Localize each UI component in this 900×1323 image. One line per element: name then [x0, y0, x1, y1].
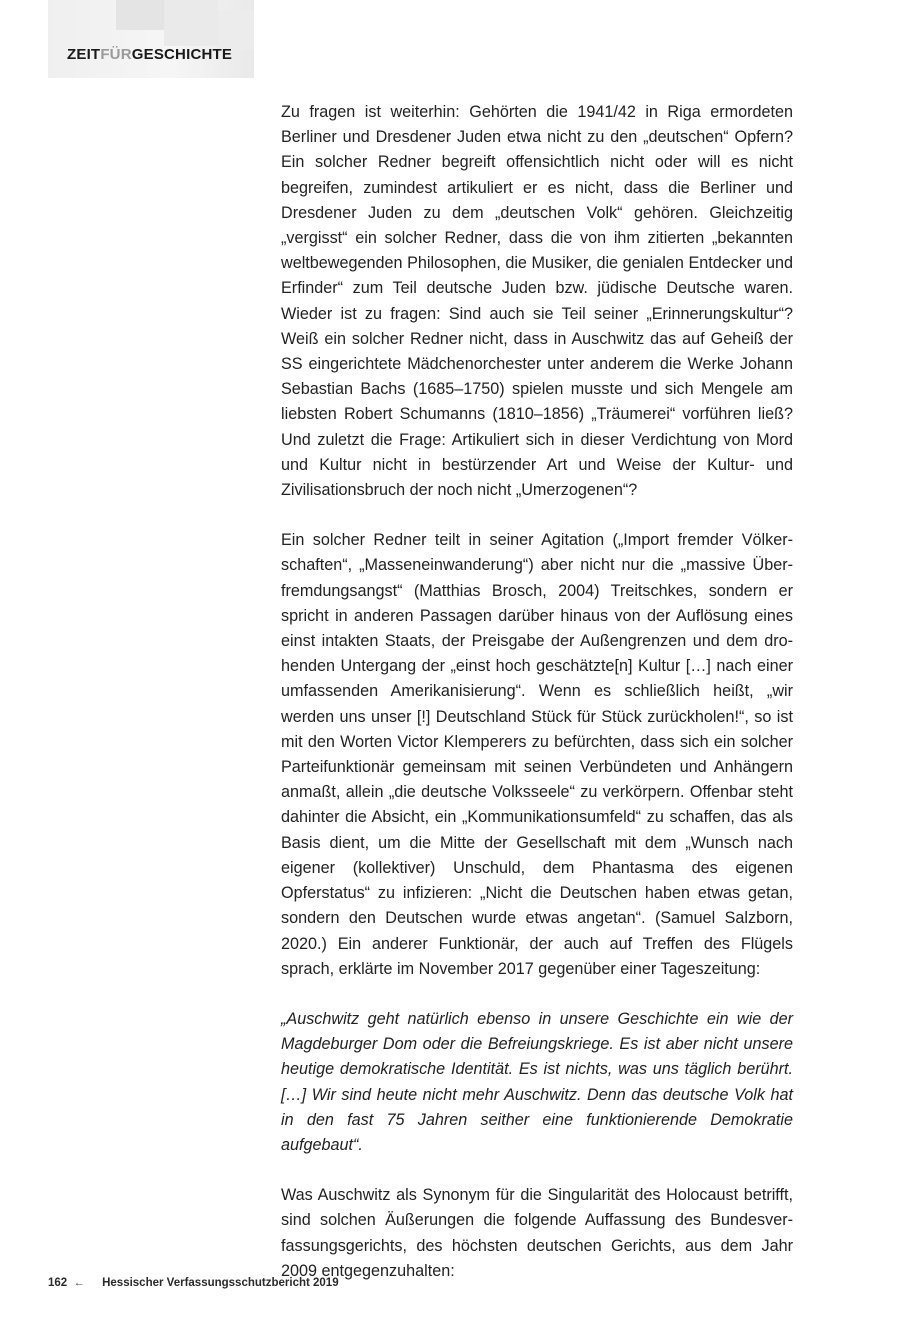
header-tile: [164, 0, 218, 46]
logo-text-fuer: FÜR: [100, 46, 132, 63]
paragraph: Ein solcher Redner teilt in seiner Agitation („Import fremder Völkerschaften“, „Masseneinwanderung“) aber nicht nur die „massive Überfremdungsangst“ (Matthias Brosch, 2004) Treitschkes, sondern er spricht in anderen Passagen darüber hinaus von der Auflösung eines einst intakten Staats, der Preisgabe der Außengrenzen und dem drohenden Untergang der „einst hoch geschätzte[n] Kultur […] nach einer umfassenden Amerikanisierung“. Wenn es schließlich heißt, „wir werden uns unser [!] Deutschland Stück für Stück zurückholen!“, so ist mit den Worten Victor Klemperers zu befürchten, dass sich ein solcher Parteifunktionär gemeinsam mit seinen Verbündeten und Anhängern anmaßt, allein „die deutsche Volksseele“ zu verkörpern. Offenbar steht dahinter die Absicht, ein „Kommunikationsumfeld“ zu schaffen, das als Basis dient, um die Mitte der Gesellschaft mit dem „Wunsch nach eigener (kollektiver) Unschuld, dem Phantasma des eigenen Opferstatus“ zu infizieren: „Nicht die Deutschen haben etwas getan, sondern den Deutschen wurde etwas angetan“. (Samuel Salzborn, 2020.) Ein anderer Funktionär, der auch auf Treffen des Flügels sprach, erklärte im November 2017 gegenüber einer Tageszeitung:: [281, 531, 793, 978]
arrow-left-icon: ←: [73, 1277, 85, 1289]
article-body: [281, 100, 793, 1284]
publication-title: Hessischer Verfassungsschutzbericht 2019: [102, 1277, 339, 1289]
paragraph: Zu fragen ist weiterhin: Gehörten die 1941/42 in Riga ermordeten Berliner und Dresdener Juden etwa nicht zu den „deutschen“ Opfern? Ein solcher Redner begreift offensichtlich nicht oder will es nicht begreifen, zumindest artikuliert er es nicht, dass die Berliner und Dresdener Juden zu dem „deutschen Volk“ gehören. Gleichzeitig „vergisst“ ein solcher Redner, dass die von ihm zitierten „bekannten weltbewegenden Philosophen, die Musiker, die genialen Entdecker und Erfinder“ zum Teil deutsche Juden bzw. jüdische Deutsche waren. Wieder ist zu fragen: Sind auch sie Teil seiner „Erinnerungskultur“? Weiß ein solcher Redner nicht, dass in Auschwitz das auf Geheiß der SS eingerichtete Mädchenorchester unter anderem die Werke Johann Sebastian Bachs (1685–1750) spielen musste und sich Mengele am liebsten Robert Schumanns (1810–1856) „Träumerei“ vorführen ließ? Und zuletzt die Frage: Artikuliert sich in dieser Verdichtung von Mord und Kultur nicht in bestürzender Art und Weise der Kultur- und Zivilisationsbruch der noch nicht „Umerzogenen“?: [281, 103, 793, 500]
page-footer: [48, 1277, 339, 1289]
publication-logo: [67, 46, 232, 63]
logo-text-geschichte: GESCHICHTE: [131, 46, 233, 63]
header-tile: [116, 0, 164, 30]
block-quote: „Auschwitz geht natürlich ebenso in unsere Geschichte ein wie der Magdeburger Dom oder die Befreiungskriege. Es ist aber nicht unsere heutige demokratische Identität. Es ist nichts, was uns täglich berührt. […] Wir sind heute nicht mehr Auschwitz. Denn das deutsche Volk hat in den fast 75 Jahren seither eine funktionierende Demokratie aufgebaut“.: [281, 1009, 793, 1154]
header-tile: [218, 10, 254, 50]
page-number: 162: [48, 1277, 68, 1289]
logo-text-zeit: ZEIT: [67, 46, 101, 63]
header-block: [48, 0, 254, 78]
paragraph: Was Auschwitz als Synonym für die Singularität des Holocaust betrifft, sind solchen Äußerungen die folgende Auffassung des Bundesverfassungsgerichts, des höchsten deutschen Gerichts, aus dem Jahr 2009 entgegenzuhalten:: [281, 1186, 793, 1280]
